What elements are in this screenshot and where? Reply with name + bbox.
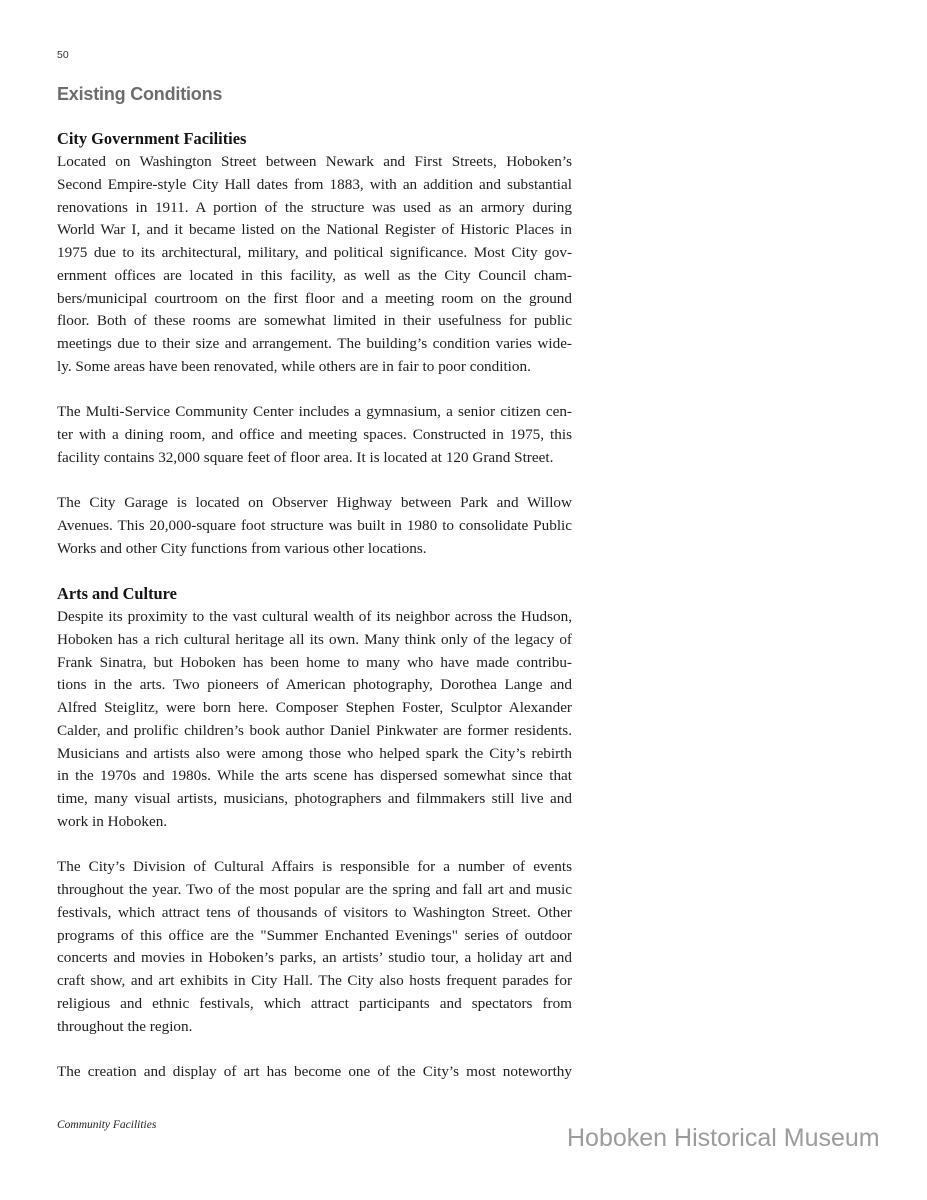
text-line: ter with a dining room, and office and meeting spaces. Constructed in 1975, this [57,426,572,444]
text-line: Musicians and artists also were among those who helped spark the City’s rebirth [57,744,572,762]
watermark: Hoboken Historical Museum [567,1124,880,1152]
text-line: Alfred Steiglitz, were born here. Composer Stephen Foster, Sculptor Alexander [57,699,572,717]
paragraph [57,1061,572,1084]
section-title: Existing Conditions [57,84,223,104]
text-line: Calder, and prolific children’s book author Daniel Pinkwater are former residents. [57,721,572,739]
text-line: Located on Washington Street between Newark and First Streets, Hoboken’s [57,153,572,171]
paragraph [57,856,572,1038]
text-line: concerts and movies in Hoboken’s parks, an artists’ studio tour, a holiday art and [57,949,572,967]
paragraph [57,151,572,379]
text-line: Frank Sinatra, but Hoboken has been home to many who have made contribu- [57,653,572,671]
page-number: 50 [57,49,69,61]
running-footer: Community Facilities [57,1119,157,1131]
text-line: facility contains 32,000 square feet of floor area. It is located at 120 Grand Street. [57,448,554,466]
text-line: World War I, and it became listed on the National Register of Historic Places in [57,221,572,239]
text-line: Hoboken has a rich cultural heritage all its own. Many think only of the legacy of [57,630,572,648]
text-line: meetings due to their size and arrangement. The building’s condition varies wide- [57,335,572,353]
text-line: time, many visual artists, musicians, photographers and filmmakers still live and [57,790,572,808]
text-line: Despite its proximity to the vast cultural wealth of its neighbor across the Hudson, [57,608,572,626]
text-line: The creation and display of art has become one of the City’s most noteworthy [57,1063,572,1081]
text-line: The City’s Division of Cultural Affairs is responsible for a number of events [57,858,572,876]
text-line: The Multi-Service Community Center includes a gymnasium, a senior citizen cen- [57,403,572,421]
text-line: programs of this office are the "Summer Enchanted Evenings" series of outdoor [57,926,572,944]
text-line: Avenues. This 20,000-square foot structure was built in 1980 to consolidate Public [57,517,572,535]
text-line: renovations in 1911. A portion of the structure was used as an armory during [57,198,572,216]
text-line: bers/municipal courtroom on the first floor and a meeting room on the ground [57,289,572,307]
text-line: throughout the year. Two of the most popular are the spring and fall art and music [57,881,572,899]
paragraph [57,492,572,560]
text-line: ernment offices are located in this facility, as well as the City Council cham- [57,266,572,284]
text-line: The City Garage is located on Observer Highway between Park and Willow [57,494,572,512]
text-line: tions in the arts. Two pioneers of American photography, Dorothea Lange and [57,676,572,694]
subsection-heading: City Government Facilities [57,129,247,149]
text-line: Works and other City functions from various other locations. [57,539,427,557]
text-line: in the 1970s and 1980s. While the arts scene has dispersed somewhat since that [57,767,572,785]
text-line: religious and ethnic festivals, which attract participants and spectators from [57,994,572,1012]
text-line: ly. Some areas have been renovated, while others are in fair to poor condition. [57,357,531,375]
subsection-heading: Arts and Culture [57,584,177,604]
text-line: festivals, which attract tens of thousands of visitors to Washington Street. Other [57,903,572,921]
text-line: throughout the region. [57,1017,193,1035]
text-line: craft show, and art exhibits in City Hall. The City also hosts frequent parades for [57,972,572,990]
text-line: Second Empire-style City Hall dates from 1883, with an addition and substantial [57,175,572,193]
body-text [57,128,572,1084]
text-line: floor. Both of these rooms are somewhat limited in their usefulness for public [57,312,572,330]
paragraph [57,606,572,834]
text-line: 1975 due to its architectural, military, and political significance. Most City gov- [57,244,572,262]
paragraph [57,401,572,469]
text-line: work in Hoboken. [57,812,168,830]
